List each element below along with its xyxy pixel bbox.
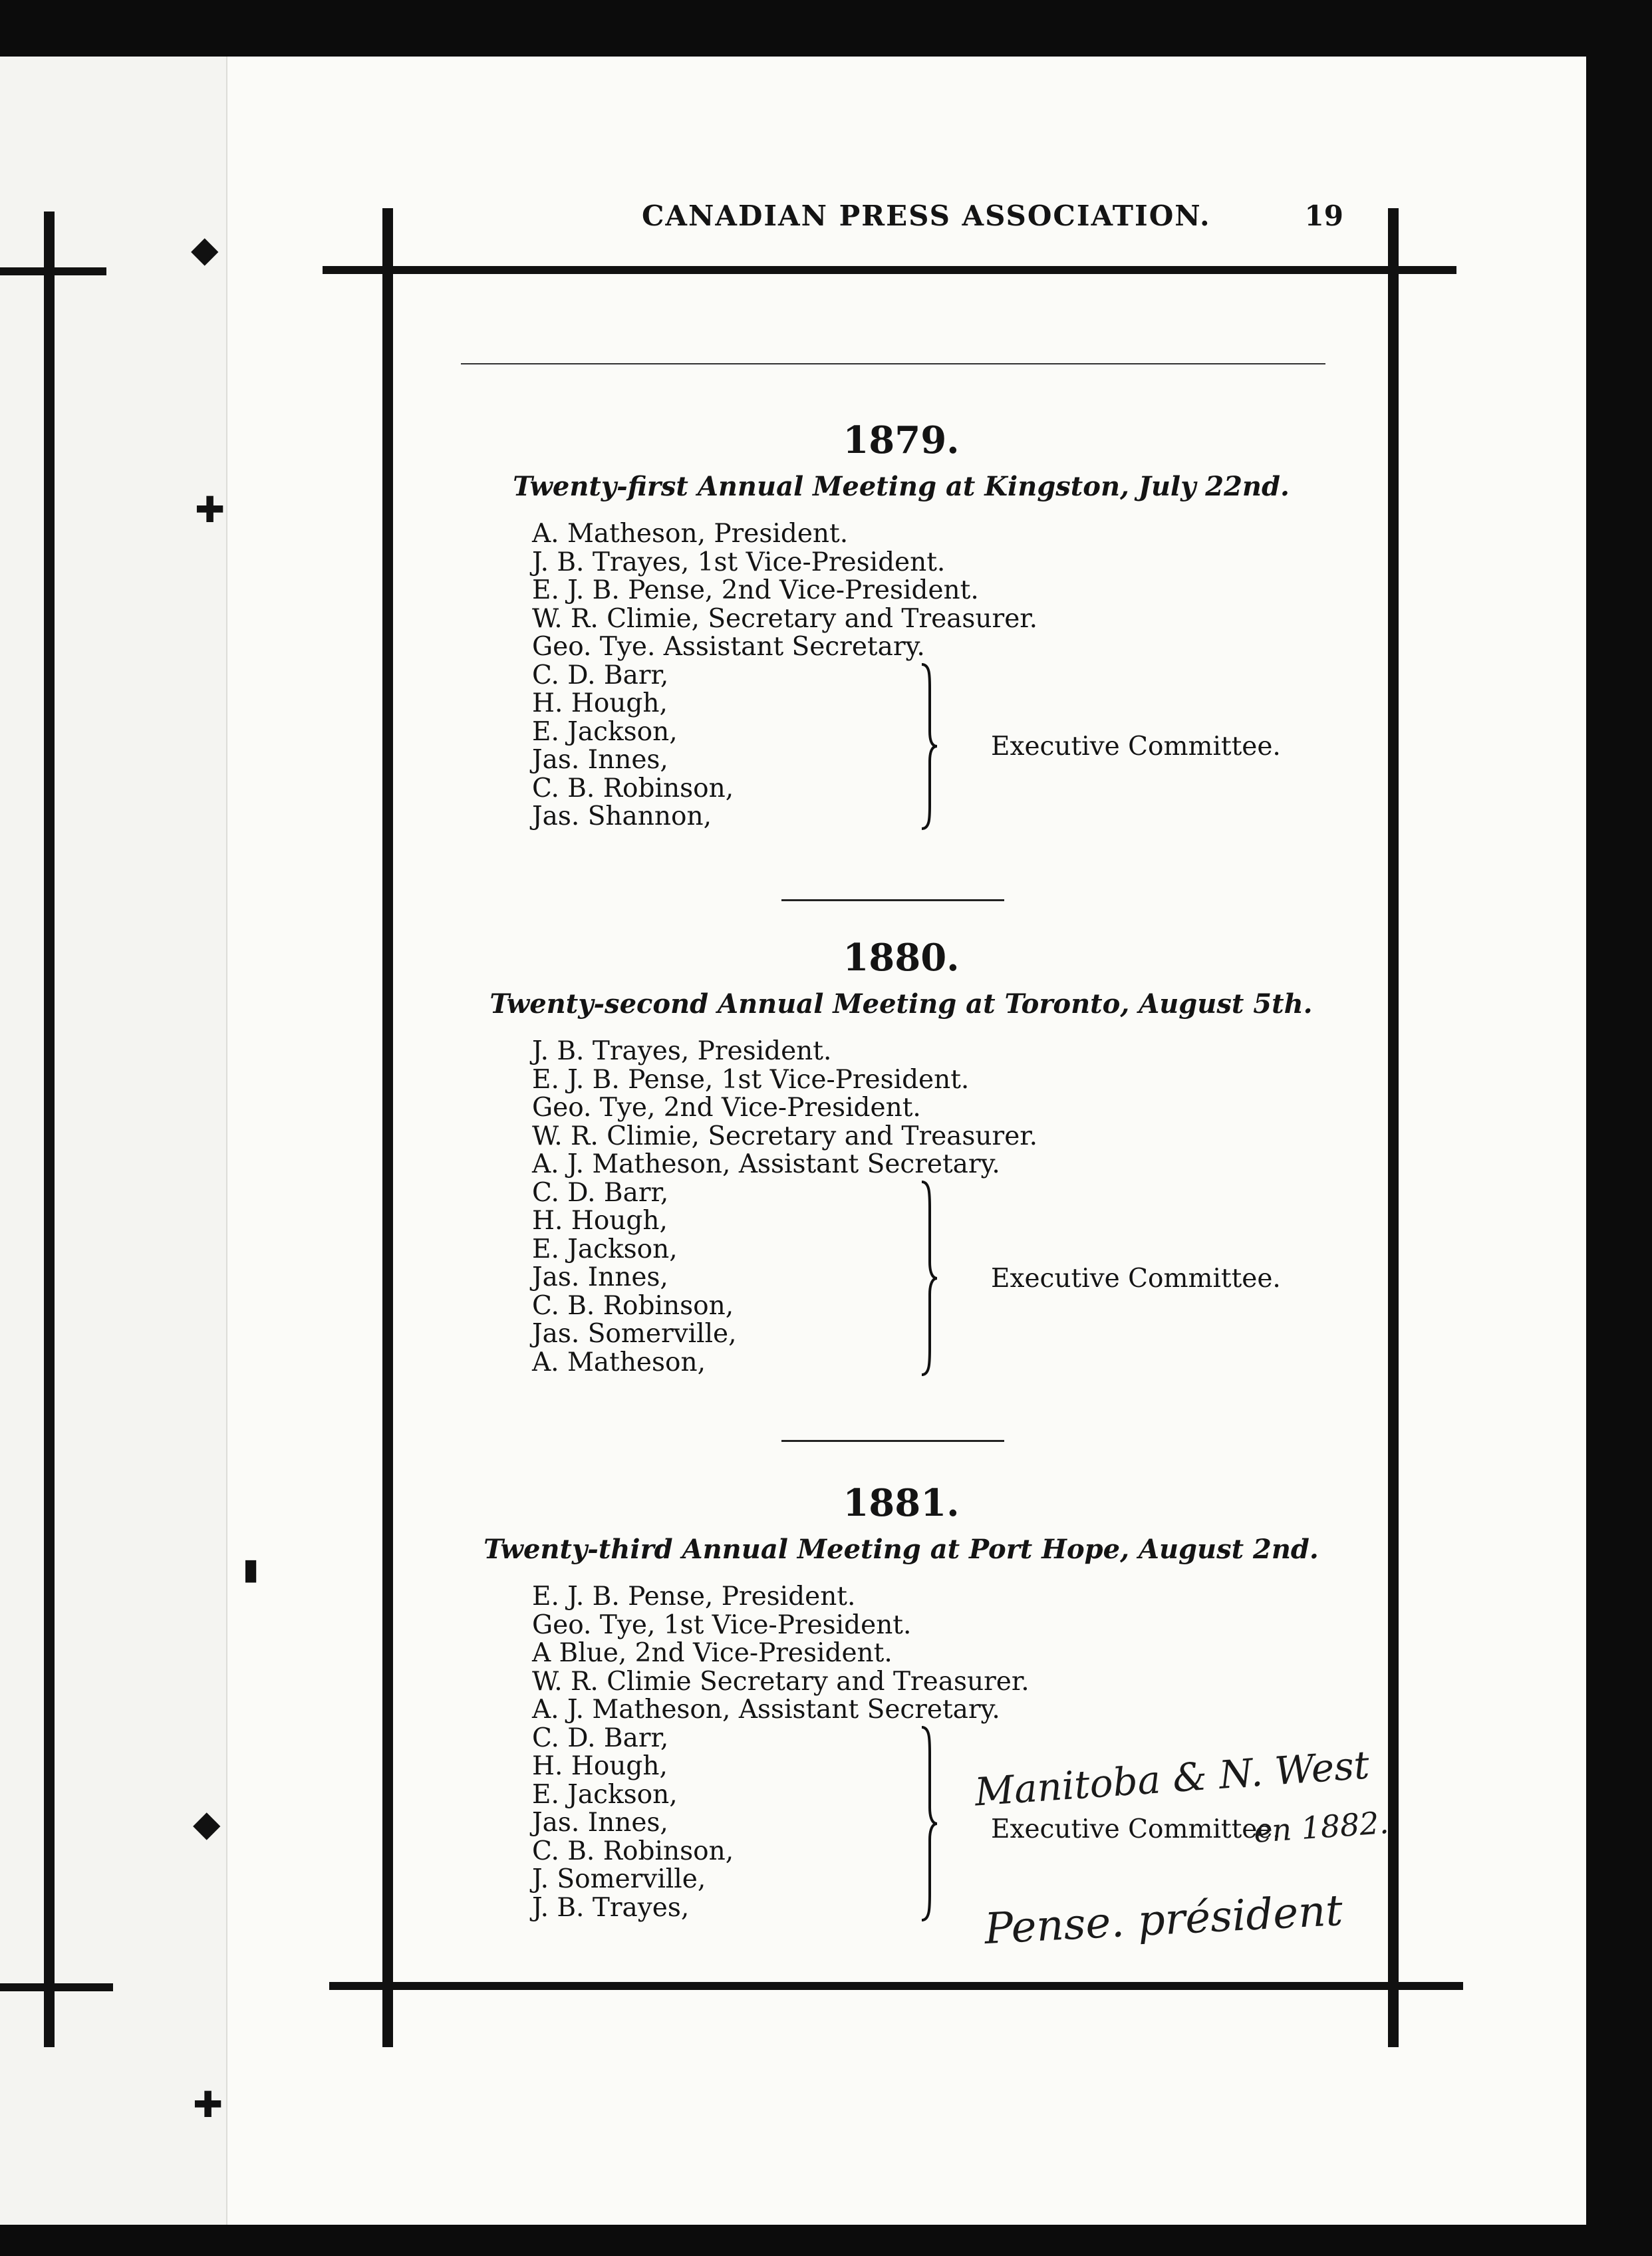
facing-page-margin xyxy=(0,57,227,2225)
section-divider xyxy=(781,899,1004,901)
officers-list xyxy=(532,1038,1343,1179)
committee-member: E. Jackson, xyxy=(532,1234,678,1264)
committee-member: Jas. Somerville, xyxy=(532,1319,737,1349)
officers-list xyxy=(532,1583,1343,1725)
committee-member: C. D. Barr, xyxy=(532,1177,669,1208)
officer-line: Geo. Tye. Assistant Secretary. xyxy=(532,632,925,662)
meeting-section-1880 xyxy=(459,931,1343,1377)
committee-member: C. D. Barr, xyxy=(532,1723,669,1753)
committee-member: H. Hough, xyxy=(532,688,668,718)
meeting-heading: Twenty-first Annual Meeting at Kingston, July 22nd. xyxy=(513,471,1290,502)
officer-line: A. Matheson, President. xyxy=(532,519,849,549)
officer-line: A Blue, 2nd Vice-President. xyxy=(532,1638,893,1668)
binding-ornament-icon: ✚ xyxy=(193,2084,223,2126)
committee-member: C. D. Barr, xyxy=(532,660,669,690)
committee-member: Jas. Innes, xyxy=(532,1808,668,1838)
section-year: 1880. xyxy=(843,936,960,980)
binding-ornament-icon: ◆ xyxy=(191,228,219,270)
officer-line: J. B. Trayes, President. xyxy=(532,1036,832,1066)
running-header xyxy=(459,200,1343,239)
binding-ornament-icon: ◆ xyxy=(193,1802,221,1844)
frame-bottom-rule xyxy=(329,1982,1463,1990)
section-year: 1881. xyxy=(843,1481,960,1525)
committee-member: C. B. Robinson, xyxy=(532,773,734,803)
officer-line: W. R. Climie, Secretary and Treasurer. xyxy=(532,603,1038,634)
executive-committee xyxy=(532,662,1343,831)
committee-member: H. Hough, xyxy=(532,1206,668,1236)
officer-line: E. J. B. Pense, 2nd Vice-President. xyxy=(532,575,979,605)
executive-committee xyxy=(532,1179,1343,1377)
committee-member: Jas. Innes, xyxy=(532,745,668,775)
binding-ornament-icon: ▮ xyxy=(243,1552,259,1586)
officer-line: W. R. Climie, Secretary and Treasurer. xyxy=(532,1121,1038,1151)
binding-ornament-icon: ✚ xyxy=(195,489,225,531)
meeting-section-1879 xyxy=(459,414,1343,831)
section-divider xyxy=(781,1440,1004,1442)
officer-line: Geo. Tye, 2nd Vice-President. xyxy=(532,1093,921,1123)
officer-line: J. B. Trayes, 1st Vice-President. xyxy=(532,547,946,577)
officer-line: A. J. Matheson, Assistant Secretary. xyxy=(532,1695,1000,1725)
committee-label: Executive Committee. xyxy=(991,1814,1281,1844)
handwritten-note: en 1882. xyxy=(1252,1804,1390,1850)
officers-list xyxy=(532,520,1343,662)
right-brace-icon xyxy=(919,662,939,831)
frame-right-rule xyxy=(1388,208,1399,2047)
officer-line: E. J. B. Pense, 1st Vice-President. xyxy=(532,1064,970,1095)
handwritten-note: Pense. président xyxy=(983,1886,1344,1955)
frame-top-left-rule xyxy=(0,267,106,275)
officer-line: Geo. Tye, 1st Vice-President. xyxy=(532,1610,912,1640)
meeting-heading: Twenty-second Annual Meeting at Toronto, August 5th. xyxy=(489,988,1313,1020)
meeting-heading: Twenty-third Annual Meeting at Port Hope, August 2nd. xyxy=(483,1534,1319,1565)
officer-line: A. J. Matheson, Assistant Secretary. xyxy=(532,1149,1000,1179)
right-brace-icon xyxy=(919,1725,939,1923)
committee-member: J. B. Trayes, xyxy=(532,1892,690,1923)
header-rule xyxy=(461,363,1325,364)
committee-member: H. Hough, xyxy=(532,1751,668,1781)
committee-member: E. Jackson, xyxy=(532,716,678,747)
frame-inner-left-rule xyxy=(382,208,393,2047)
handwritten-note: Manitoba & N. West xyxy=(973,1742,1371,1815)
committee-member: Jas. Innes, xyxy=(532,1262,668,1292)
meeting-section-1881 xyxy=(459,1477,1343,1923)
page-number: 19 xyxy=(1304,200,1343,232)
section-year: 1879. xyxy=(843,418,960,462)
officer-line: E. J. B. Pense, President. xyxy=(532,1582,856,1612)
committee-member: J. Somerville, xyxy=(532,1864,706,1894)
right-brace-icon xyxy=(919,1179,939,1377)
running-title: CANADIAN PRESS ASSOCIATION. xyxy=(642,200,1211,232)
committee-label: Executive Committee. xyxy=(991,731,1281,762)
committee-member: C. B. Robinson, xyxy=(532,1290,734,1321)
committee-member: A. Matheson, xyxy=(532,1347,706,1377)
frame-top-rule xyxy=(323,266,1456,274)
committee-label: Executive Committee. xyxy=(991,1263,1281,1294)
frame-bottom-left-rule xyxy=(0,1983,113,1991)
officer-line: W. R. Climie Secretary and Treasurer. xyxy=(532,1666,1030,1697)
committee-member: C. B. Robinson, xyxy=(532,1836,734,1866)
committee-member: Jas. Shannon, xyxy=(532,801,712,831)
committee-member: E. Jackson, xyxy=(532,1779,678,1810)
frame-left-rule xyxy=(44,212,55,2047)
